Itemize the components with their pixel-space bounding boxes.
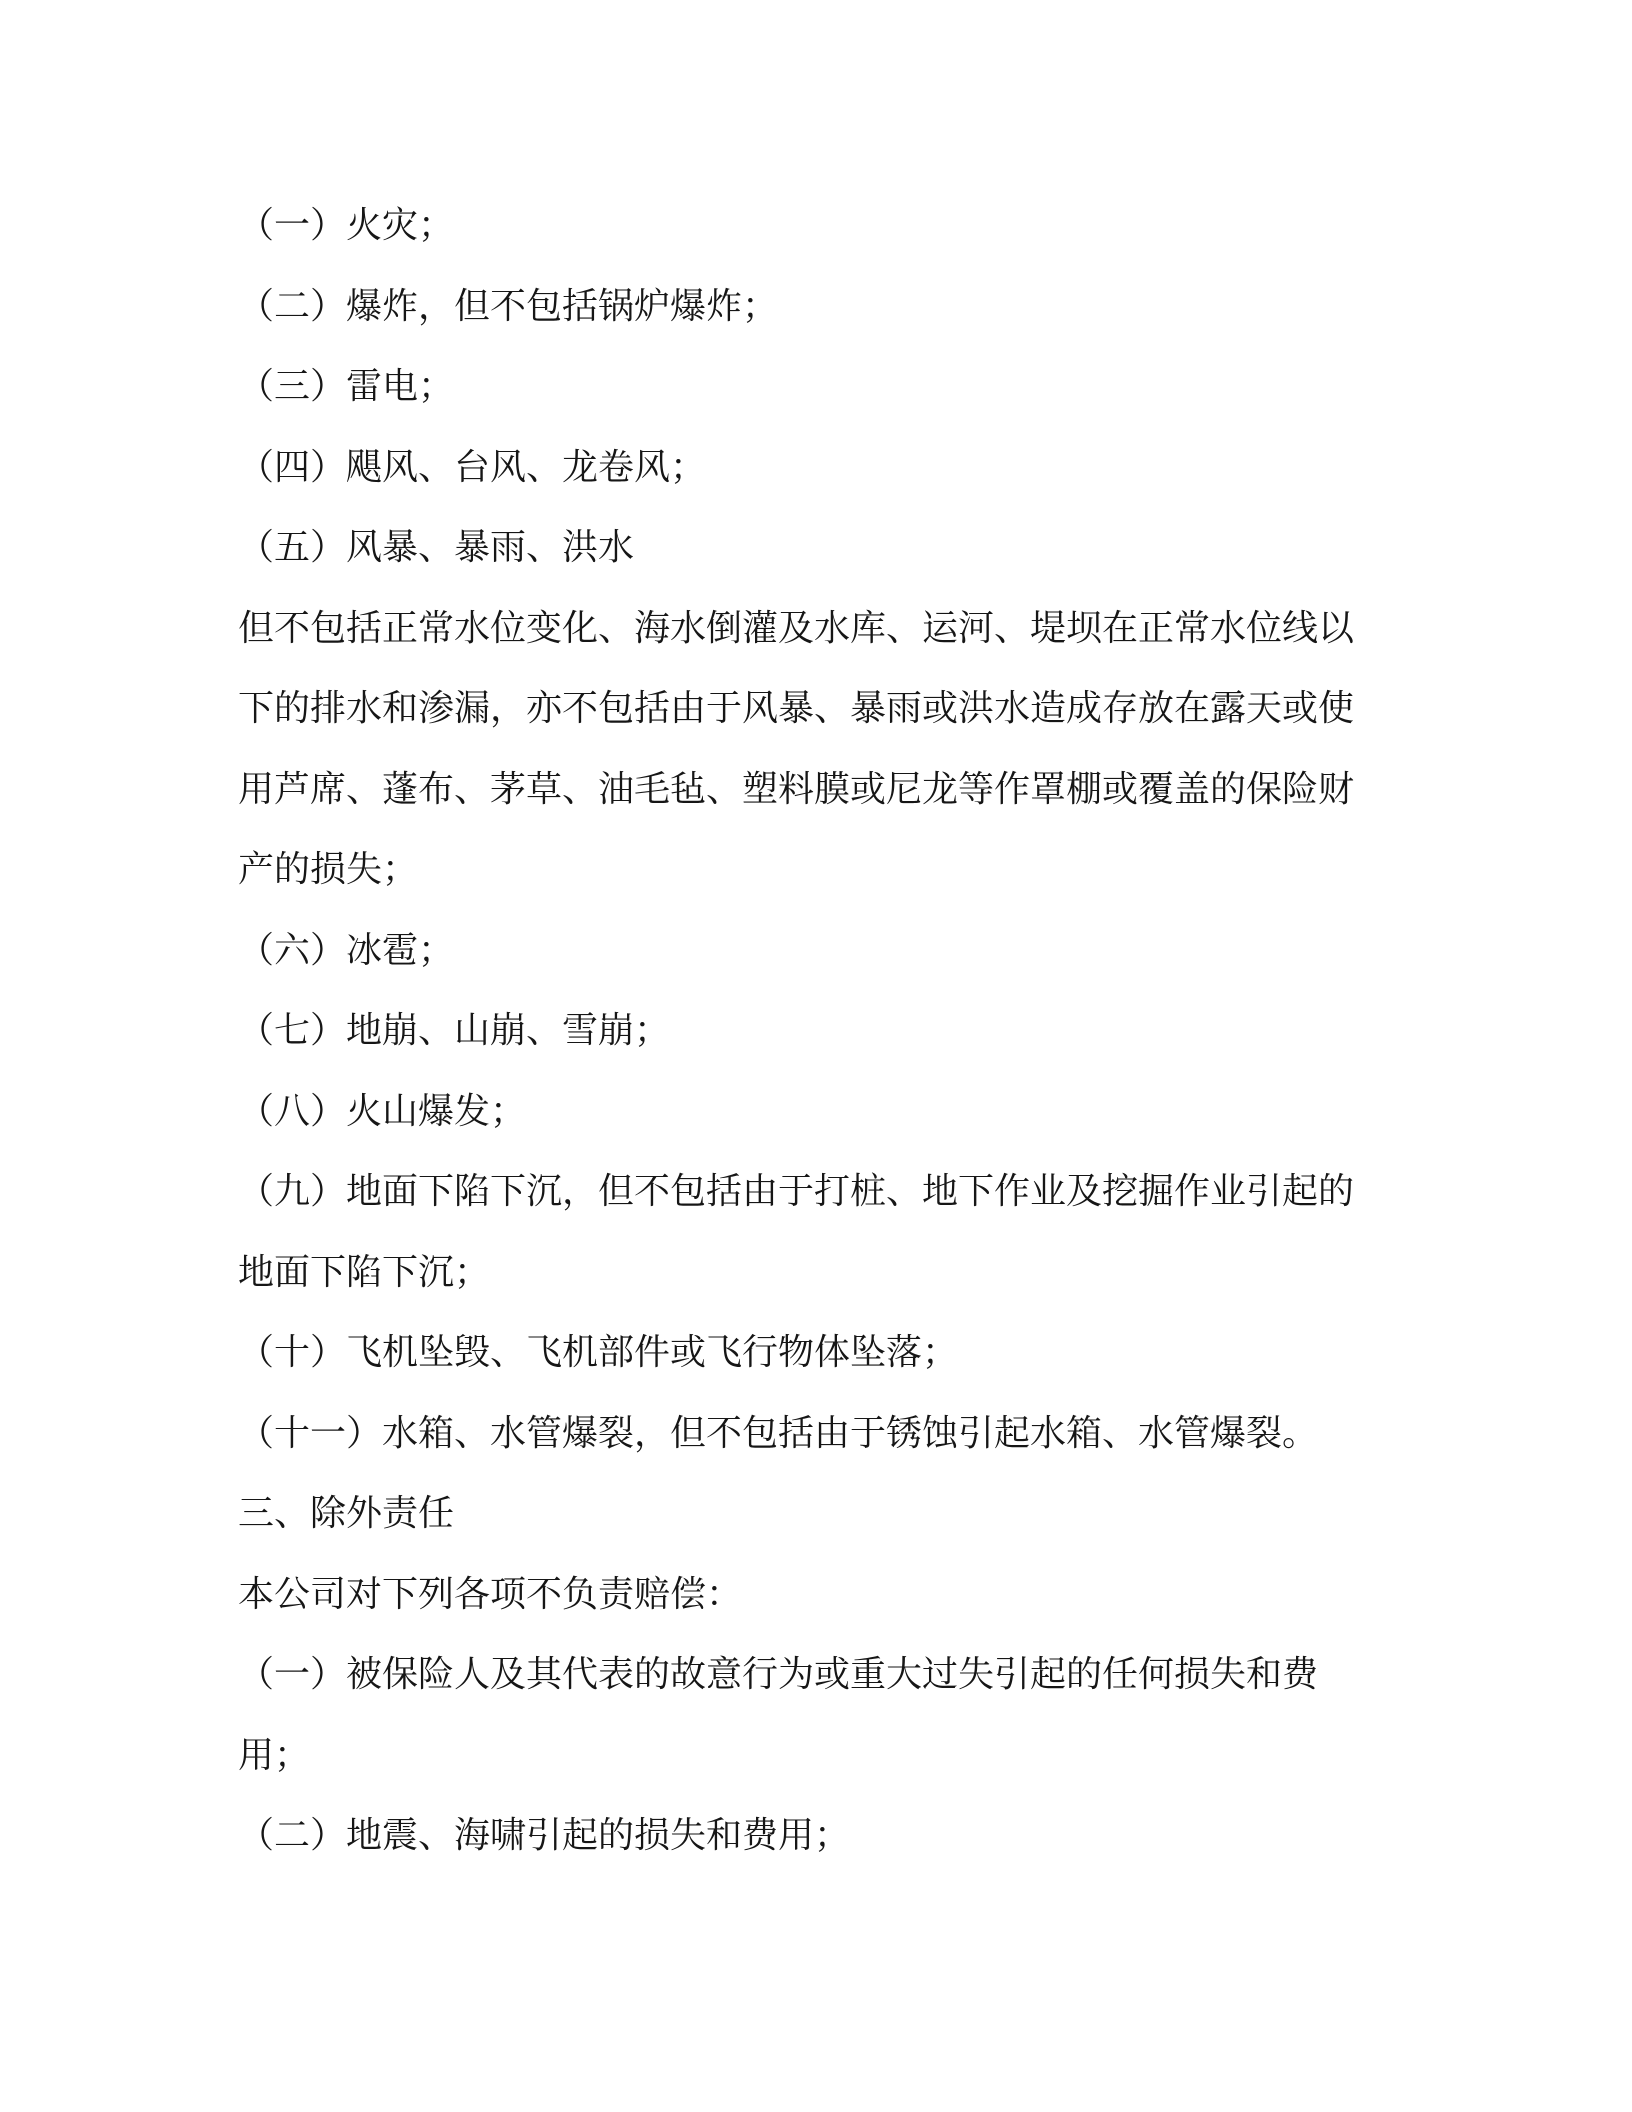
text-line: （四）飓风、台风、龙卷风； (238, 446, 707, 488)
text-line: （九）地面下陷下沉，但不包括由于打桩、地下作业及挖掘作业引起的 (238, 1171, 1355, 1212)
text-line: 下的排水和渗漏，亦不包括由于风暴、暴雨或洪水造成存放在露天或使 (238, 688, 1355, 729)
text-line: （一）被保险人及其代表的故意行为或重大过失引起的任何损失和费 (238, 1654, 1319, 1695)
section-heading: 三、除外责任 (238, 1493, 455, 1534)
text-line: （八）火山爆发； (238, 1090, 527, 1132)
document-body (238, 186, 1398, 1877)
text-line: （三）雷电； (238, 366, 455, 407)
text-line: （七）地崩、山崩、雪崩； (238, 1010, 671, 1051)
text-line: 本公司对下列各项不负责赔偿： (238, 1573, 743, 1615)
text-line: 用芦席、蓬布、茅草、油毛毡、塑料膜或尼龙等作罩棚或覆盖的保险财 (238, 768, 1355, 810)
text-line: （十）飞机坠毁、飞机部件或飞行物体坠落； (238, 1332, 959, 1373)
text-line: （十一）水箱、水管爆裂，但不包括由于锈蚀引起水箱、水管爆裂。 (238, 1412, 1319, 1454)
text-line: 地面下陷下沉； (238, 1251, 491, 1293)
text-line: 产的损失； (238, 849, 419, 890)
text-line: （六）冰雹； (238, 929, 455, 971)
text-line: （五）风暴、暴雨、洪水 (238, 527, 635, 568)
text-line: 用； (238, 1734, 311, 1776)
text-line: 但不包括正常水位变化、海水倒灌及水库、运河、堤坝在正常水位线以 (238, 607, 1355, 649)
text-line: （一）火灾； (238, 205, 455, 246)
text-line: （二）地震、海啸引起的损失和费用； (238, 1815, 851, 1856)
text-line: （二）爆炸，但不包括锅炉爆炸； (238, 285, 779, 327)
